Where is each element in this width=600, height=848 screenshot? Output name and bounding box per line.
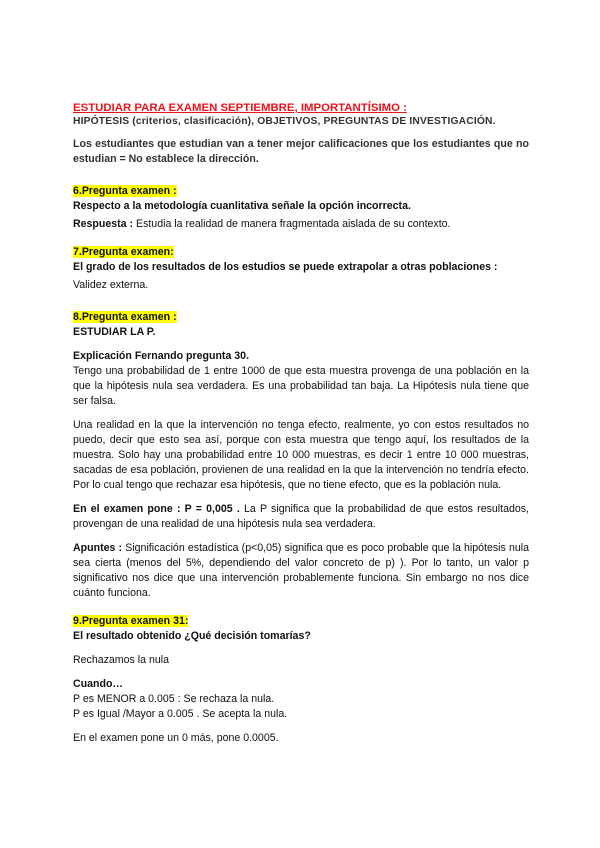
answer-text: Estudia la realidad de manera fragmentada aislada de su contexto. (133, 218, 451, 230)
question-6-answer (73, 217, 529, 232)
notes-text: Significación estadística (p<0,05) significa que es poco probable que la hipótesis nula sea cierta (menos del 5%, dependiendo del valor concreto de p) ). Por lo tanto, un valor p significativo nos dice que una intervención probablemente funciona. Sin embargo no nos dice cuánto funciona. (73, 542, 529, 599)
question-8-notes (73, 541, 529, 601)
question-6-label: 6.Pregunta examen : (73, 185, 177, 197)
answer-label: Respuesta : (73, 218, 134, 230)
question-7-answer: Validez externa. (73, 279, 149, 291)
intro-paragraph: Los estudiantes que estudian van a tener mejor calificaciones que los estudiantes que no estudian = No establece la dirección. (73, 138, 529, 165)
question-6 (73, 184, 529, 232)
question-7-label: 7.Pregunta examen: (73, 246, 174, 258)
question-9-rule-1: P es MENOR a 0.005 : Se rechaza la nula. (73, 693, 275, 705)
question-9-when-label: Cuando… (73, 678, 124, 690)
question-8 (73, 310, 529, 601)
question-7 (73, 245, 529, 293)
question-9-rule-2: P es Igual /Mayor a 0.005 . Se acepta la nula. (73, 708, 288, 720)
document-content (73, 101, 529, 746)
question-6-text: Respecto a la metodología cuanlitativa señale la opción incorrecta. (73, 200, 411, 212)
exam-note-label: En el examen pone : P = 0,005 . (73, 503, 240, 515)
question-9-text: El resultado obtenido ¿Qué decisión tomarías? (73, 630, 311, 642)
question-8-paragraph-2: Una realidad en la que la intervención no tenga efecto, realmente, yo con estos resultados no puedo, decir que esto sea así, porque con esta muestra que tengo aquí, los resultados de la muestra. Solo hay una probabilidad entre 10 000 muestras, es decir 1 entre 10 000 muestras, sacadas de esa población, provienen de una realidad en la que la intervención no tendría efecto. Por lo cual tengo que rechazar esa hipótesis, que no tiene efecto, que es la población nula. (73, 419, 529, 491)
question-9-note: En el examen pone un 0 más, pone 0.0005. (73, 732, 279, 744)
document-subtitle: HIPÓTESIS (criterios, clasificación), OBJETIVOS, PREGUNTAS DE INVESTIGACIÓN. (73, 116, 496, 127)
question-9 (73, 614, 529, 746)
question-7-text: El grado de los resultados de los estudios se puede extrapolar a otras poblaciones : (73, 261, 498, 273)
question-8-exam-note (73, 502, 529, 532)
document-title: ESTUDIAR PARA EXAMEN SEPTIEMBRE, IMPORTANTÍSIMO : (73, 102, 407, 114)
question-8-paragraph-1: Tengo una probabilidad de 1 entre 1000 de que esta muestra provenga de una población en la que la hipótesis nula sea verdadera. Es una probabilidad tan baja. La Hipótesis nula tiene que ser falsa. (73, 365, 529, 407)
question-8-explanation-title: Explicación Fernando pregunta 30. (73, 350, 250, 362)
question-8-study-note: ESTUDIAR LA P. (73, 326, 156, 338)
exam-note-text: La P significa que la probabilidad de que estos resultados, provengan de una realidad de una hipótesis nula sea verdadera. (73, 503, 529, 530)
question-9-label: 9.Pregunta examen 31: (73, 615, 189, 627)
question-8-label: 8.Pregunta examen : (73, 311, 177, 323)
question-9-answer: Rechazamos la nula (73, 654, 169, 666)
notes-label: Apuntes : (73, 542, 123, 554)
